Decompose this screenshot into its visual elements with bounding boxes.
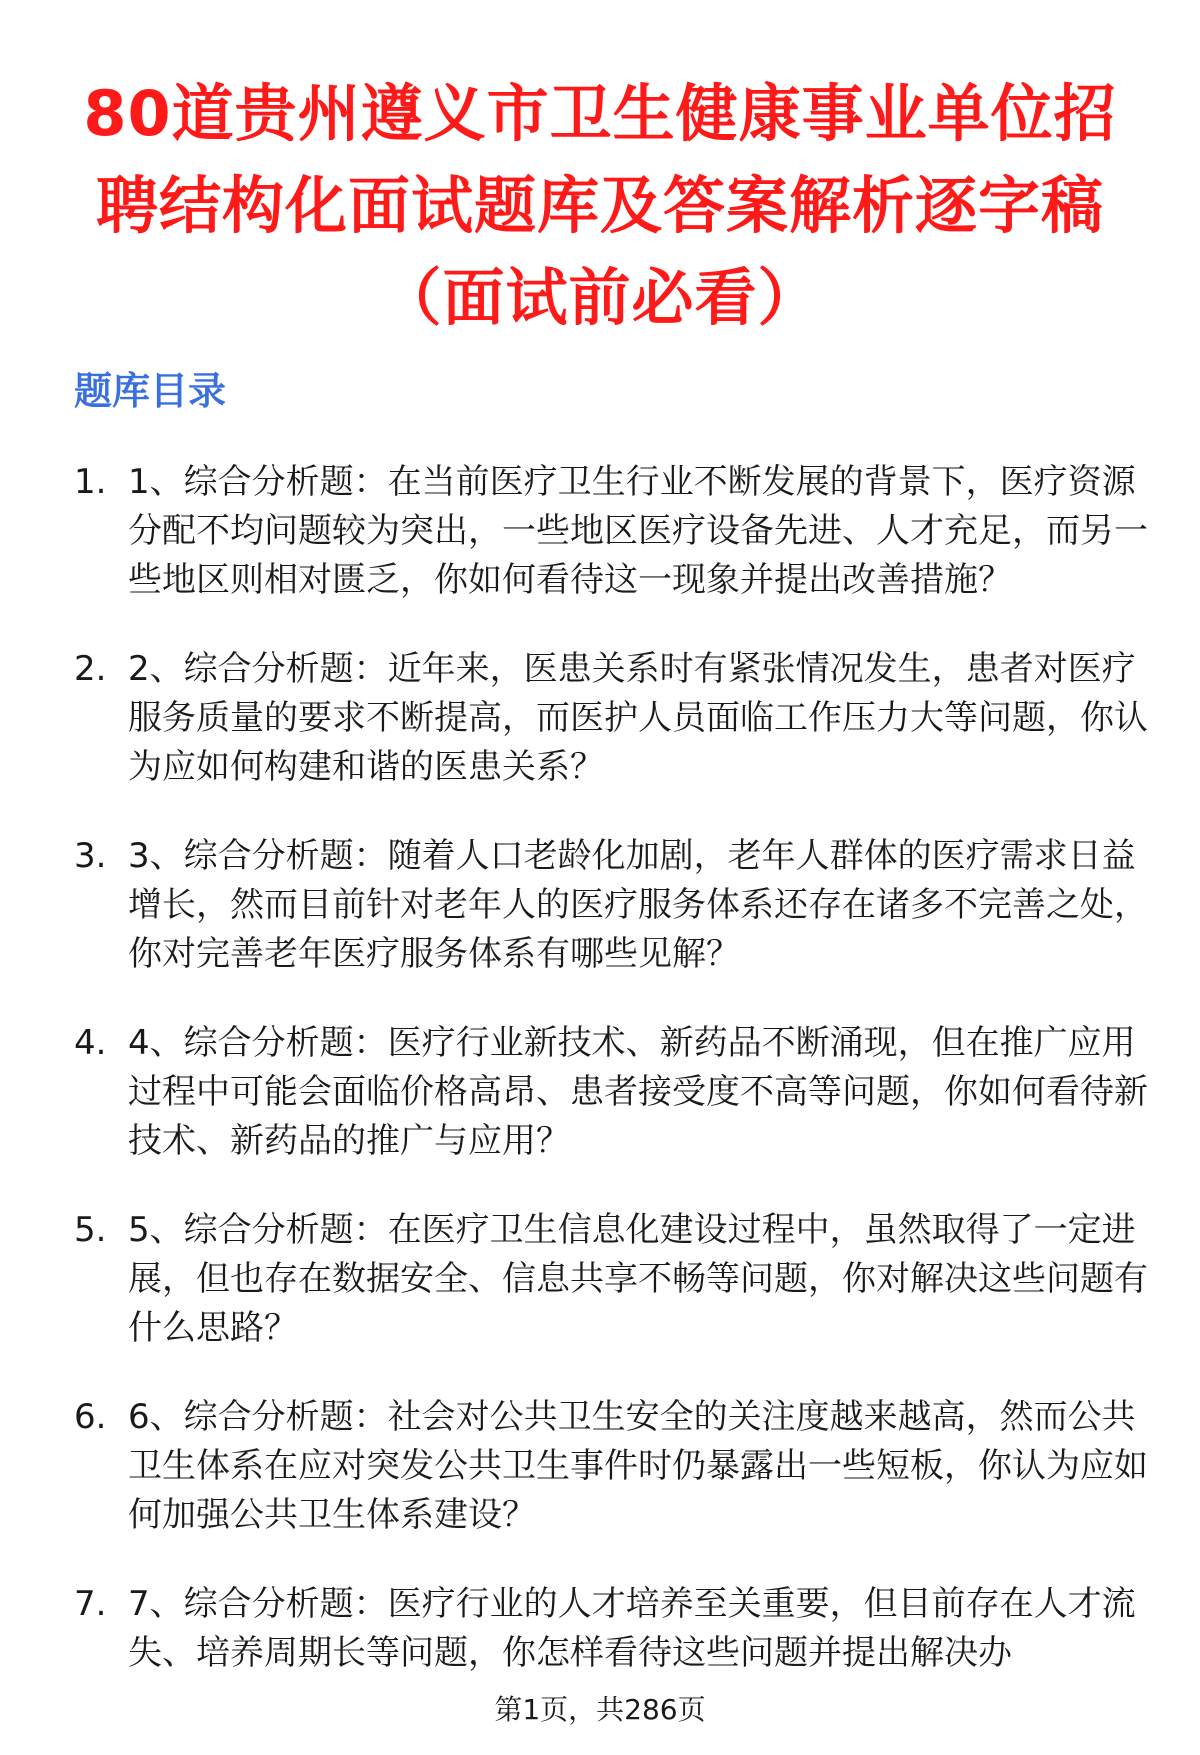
list-item-text: 7、综合分析题：医疗行业的人才培养至关重要，但目前存在人才流失、培养周期长等问题，你怎样看待这些问题并提出解决办: [128, 1584, 1136, 1673]
list-item-number: 2.: [74, 649, 107, 689]
page-footer: 第1页，共286页: [0, 1690, 1200, 1730]
list-item-number: 7.: [74, 1584, 107, 1624]
list-item[interactable]: [74, 1206, 1156, 1353]
list-item[interactable]: [74, 1393, 1156, 1540]
list-item-text: 2、综合分析题：近年来，医患关系时有紧张情况发生，患者对医疗服务质量的要求不断提高，而医护人员面临工作压力大等问题，你认为应如何构建和谐的医患关系？: [128, 649, 1148, 787]
list-item-number: 1.: [74, 462, 107, 502]
document-title: 80道贵州遵义市卫生健康事业单位招聘结构化面试题库及答案解析逐字稿（面试前必看）: [83, 77, 1117, 334]
list-item[interactable]: [74, 458, 1156, 605]
list-item-number: 3.: [74, 836, 107, 876]
list-item-text: 3、综合分析题：随着人口老龄化加剧，老年人群体的医疗需求日益增长，然而目前针对老年人的医疗服务体系还存在诸多不完善之处，你对完善老年医疗服务体系有哪些见解？: [128, 836, 1148, 974]
list-item-number: 6.: [74, 1397, 107, 1437]
section-heading: 题库目录: [74, 369, 227, 413]
list-item-number: 4.: [74, 1023, 107, 1063]
question-list: [74, 458, 1156, 1718]
list-item-text: 1、综合分析题：在当前医疗卫生行业不断发展的背景下，医疗资源分配不均问题较为突出，一些地区医疗设备先进、人才充足，而另一些地区则相对匮乏，你如何看待这一现象并提出改善措施？: [128, 462, 1148, 600]
list-item-text: 5、综合分析题：在医疗卫生信息化建设过程中，虽然取得了一定进展，但也存在数据安全、信息共享不畅等问题，你对解决这些问题有什么思路？: [128, 1210, 1148, 1348]
list-item[interactable]: [74, 1580, 1156, 1678]
list-item-text: 6、综合分析题：社会对公共卫生安全的关注度越来越高，然而公共卫生体系在应对突发公共卫生事件时仍暴露出一些短板，你认为应如何加强公共卫生体系建设？: [128, 1397, 1148, 1535]
list-item[interactable]: [74, 645, 1156, 792]
list-item[interactable]: [74, 832, 1156, 979]
list-item-text: 4、综合分析题：医疗行业新技术、新药品不断涌现，但在推广应用过程中可能会面临价格高昂、患者接受度不高等问题，你如何看待新技术、新药品的推广与应用？: [128, 1023, 1148, 1161]
list-item[interactable]: [74, 1019, 1156, 1166]
list-item-number: 5.: [74, 1210, 107, 1250]
